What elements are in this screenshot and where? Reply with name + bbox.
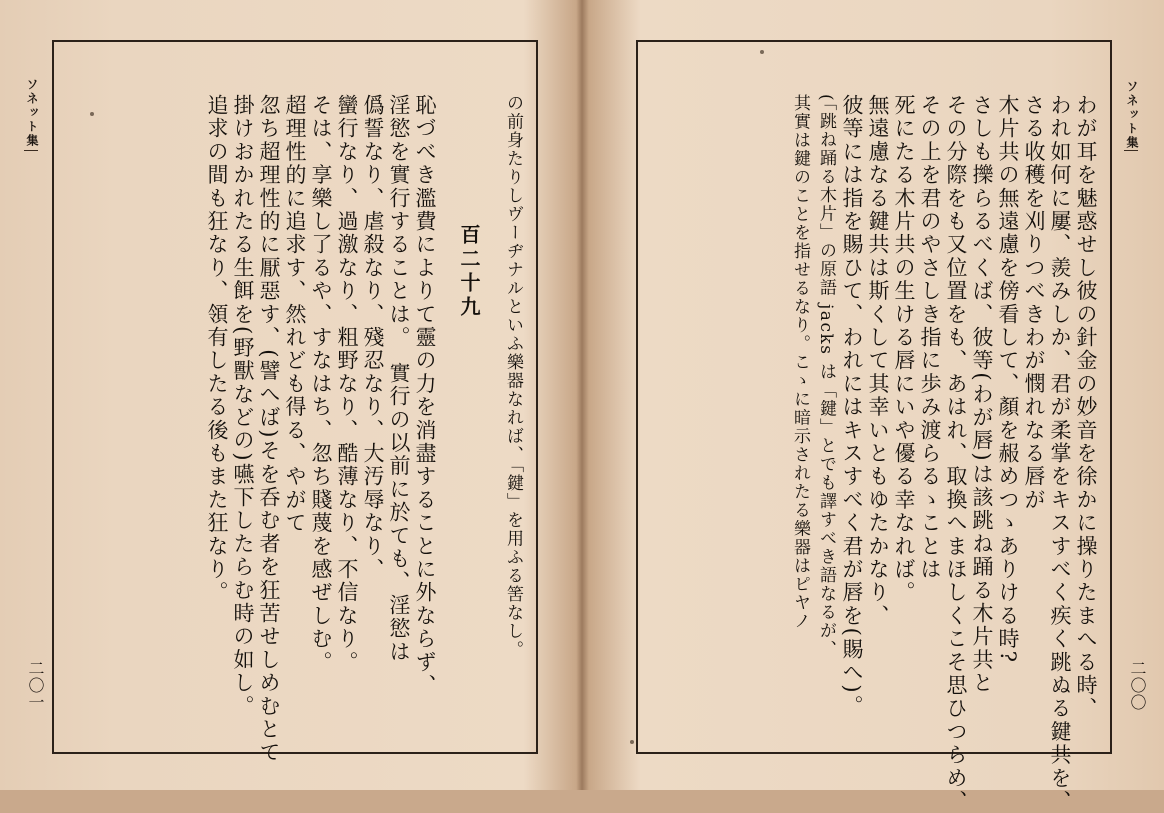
paper-speck [630,740,634,744]
text-line: 超理性的に追求す、然れども得る、やがて [283,94,307,535]
text-line: さしも擽らるべくば、彼等(わが唇)は該跳ね踊る木片共と [970,94,994,695]
text-line: その上を君のやさしき指に歩み渡らるゝことは [918,94,942,582]
text-line: そは、享樂し了るや、すなはち、忽ち賤蔑を感ぜしむ。 [309,94,333,674]
left-page-text [86,94,526,765]
note-line: (「跳ね踊る木片」の原語 jacks は「鍵」とでも譯すべき語なるが、 [816,94,836,659]
running-header: ソネット集 [25,78,39,148]
text-line: 彼等には指を賜ひて、われにはキスすべく君が唇を(賜へ)。 [840,94,864,718]
paper-speck [90,112,94,116]
text-line: 掛けおかれたる生餌を(野獸などの)嚥下したらむ時の如し。 [231,94,255,718]
right-page-text [679,94,1099,813]
spacer [438,94,456,694]
header-rule [24,150,38,151]
text-line: 無遠慮なる鍵共は斯くして其幸いともゆたかなり、 [866,94,890,628]
note-line: 其實は鍵のことを指せるなり。こゝに暗示されたる樂器はピヤノ [790,94,810,631]
text-line: 淫慾を實行することは。 實行の以前に於ても、淫慾は [387,94,411,664]
running-header: ソネット集 [1125,80,1139,150]
text-line: わが耳を魅惑せし彼の針金の妙音を徐かに操りたまへる時、 [1074,94,1098,721]
text-line: 死にたる木片共の生ける唇にいや優る幸なれば。 [892,94,916,605]
text-line: 蠻行なり、過激なり、粗野なり、酷薄なり、不信なり。 [335,94,359,674]
text-line: 忽ち超理性的に厭惡す、(譬へば)そを呑む者を狂苦せしめむとて [257,94,281,765]
spacer [482,94,500,694]
text-line: 木片共の無遠慮を傍看して、顏を赧めつゝありける時? [996,94,1020,665]
page-number: 二〇〇 [1128,660,1147,711]
left-page [0,0,580,790]
paper-speck [760,50,764,54]
text-line: 僞誓なり、虐殺なり、殘忍なり、大汚辱なり、 [361,94,385,582]
text-line: 追求の間も狂なり、領有したる後もまた狂なり。 [205,94,229,605]
page-number: 二〇一 [26,660,45,711]
text-line: われ如何に屢、羨みしか、君が柔掌をキスすべく疾く跳ぬる鍵共を、 [1048,94,1072,813]
continuation-line: の前身たりしヴーヂナルといふ樂器なれば、「鍵」を用ふる筈なし。 [503,94,523,659]
text-line: さる收穫を刈りつべきわが憫れなる唇が [1022,94,1046,512]
header-rule [1124,150,1138,151]
text-line: その分際をも又位置をも、あはれ、取換へまほしくこそ思ひつらめ、 [944,94,968,813]
text-line: 恥づべき濫費によりて靈の力を消盡することに外ならず、 [413,94,437,698]
sonnet-title: 百二十九 [457,224,481,320]
right-page [584,0,1164,813]
